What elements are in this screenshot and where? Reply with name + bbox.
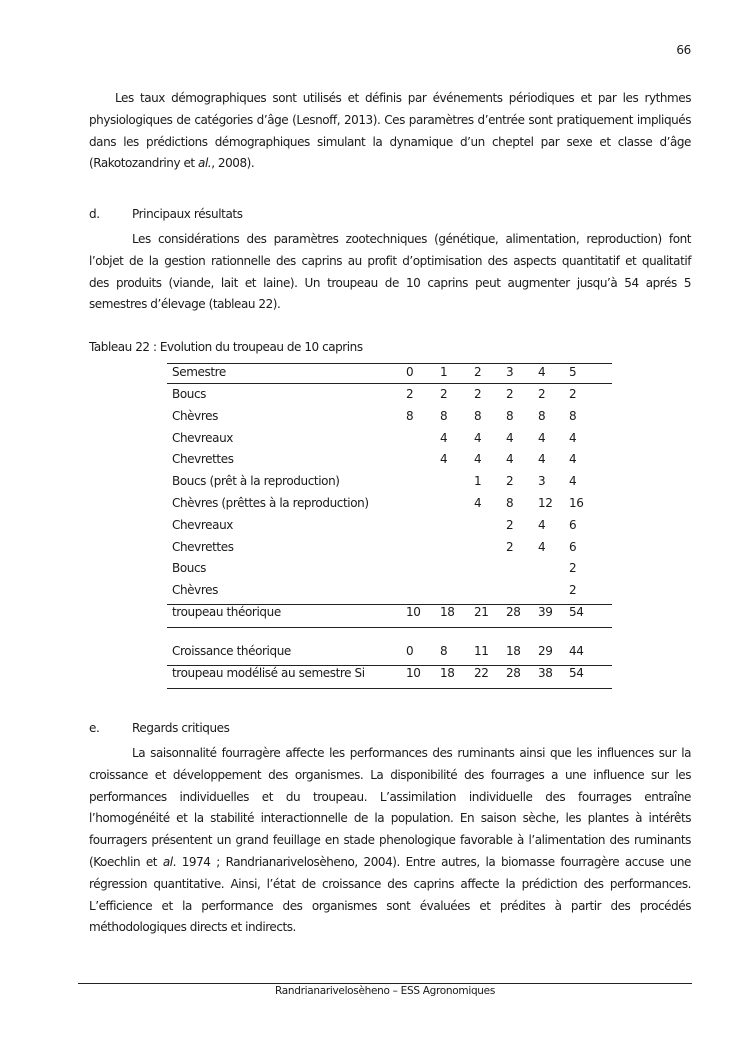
table-row xyxy=(167,409,612,431)
table-row xyxy=(167,431,612,453)
citation-italic: al xyxy=(162,854,173,869)
table-cell: 18 xyxy=(440,605,455,619)
row-label: troupeau modélisé au semestre Si xyxy=(172,666,365,680)
text-line: L’efficience et la performance des organismes sont évaluées et prédites à partir des procédés xyxy=(89,898,691,913)
header-cell: 1 xyxy=(440,365,448,379)
table-cell: 4 xyxy=(569,452,577,466)
table-cell: 4 xyxy=(440,431,448,445)
citation-text: (Koechlin et xyxy=(89,854,163,869)
text-line: Les taux démographiques sont utilisés et définis par événements périodiques et par les rythmes xyxy=(115,91,691,105)
header-cell: 0 xyxy=(406,365,414,379)
text-line: performances individuelles et du troupeau. L’assimilation individuelle des fourrages entraîne xyxy=(89,789,691,804)
table-cell: 0 xyxy=(406,644,414,658)
table-cell: 8 xyxy=(440,409,448,423)
table-cell: 4 xyxy=(569,474,577,488)
table-cell: 4 xyxy=(474,496,482,510)
header-cell: 4 xyxy=(538,365,546,379)
table-total-row xyxy=(167,605,612,627)
table-cell: 4 xyxy=(569,431,577,445)
table-growth-row xyxy=(167,644,612,666)
intro-paragraph xyxy=(89,88,691,175)
table-cell: 2 xyxy=(569,561,577,575)
table-cell: 16 xyxy=(569,496,584,510)
table-cell: 8 xyxy=(506,409,514,423)
table-cell: 12 xyxy=(538,496,553,510)
table-cell: 2 xyxy=(506,518,514,532)
section-heading-e xyxy=(89,721,230,735)
citation-italic: al. xyxy=(198,156,212,171)
footer-text: Randrianarivelosèheno – ESS Agronomiques xyxy=(274,985,495,997)
section-title: Principaux résultats xyxy=(132,207,243,221)
row-label: Boucs xyxy=(172,561,207,575)
row-label: Chèvres (prêttes à la reproduction) xyxy=(172,496,369,510)
page-number: 66 xyxy=(676,43,691,57)
table-cell: 2 xyxy=(406,387,414,401)
section-letter: d. xyxy=(89,207,100,221)
table-cell: 4 xyxy=(474,452,482,466)
text-line: semestres d’élevage (tableau 22). xyxy=(89,297,281,312)
table-cell: 4 xyxy=(474,431,482,445)
row-label: Chevreaux xyxy=(172,518,233,532)
table-cell: 2 xyxy=(569,387,577,401)
text-line: fourragers présentent un grand feuillage en stade phenologique favorable à l’alimentation des ruminants xyxy=(89,833,691,848)
table-header-row xyxy=(167,365,612,387)
table-cell: 22 xyxy=(474,666,489,680)
table-row xyxy=(167,583,612,605)
table-cell: 10 xyxy=(406,666,421,680)
table-mid-rule xyxy=(167,627,612,628)
section-d-paragraph xyxy=(89,229,691,316)
header-cell: 5 xyxy=(569,365,577,379)
table-row xyxy=(167,540,612,562)
table-cell: 4 xyxy=(538,431,546,445)
table-cell: 4 xyxy=(506,452,514,466)
table-cell: 4 xyxy=(440,452,448,466)
table-row xyxy=(167,474,612,496)
table-cell: 4 xyxy=(538,518,546,532)
table-cell: 8 xyxy=(406,409,414,423)
text-line: La saisonnalité fourragère affecte les performances des ruminants ainsi que les influences sur la xyxy=(132,746,691,760)
row-label: Chevrettes xyxy=(172,540,234,554)
citation-text: , 2008). xyxy=(211,156,255,171)
table-cell: 2 xyxy=(440,387,448,401)
citation-text: . 1974 ; Randrianarivelosèheno, 2004). Entre autres, la biomasse fourragère accuse une xyxy=(172,854,691,869)
text-line: l’homogénéité et la stabilité interactionnelle de la population. En saison sèche, les plantes à intérêts xyxy=(89,811,691,826)
table-modelled-row xyxy=(167,666,612,688)
table-row xyxy=(167,496,612,518)
row-label: Chevrettes xyxy=(172,452,234,466)
text-line: dans les prédictions démographiques simulant la dynamique d’un cheptel par sexe et classe d’âge xyxy=(89,134,691,149)
citation-text: (Rakotozandriny et xyxy=(89,156,199,171)
section-heading-d xyxy=(89,207,243,221)
table-cell: 4 xyxy=(506,431,514,445)
table-cell: 10 xyxy=(406,605,421,619)
table-cell: 8 xyxy=(538,409,546,423)
row-label: troupeau théorique xyxy=(172,605,281,619)
table-row xyxy=(167,387,612,409)
header-cell: 2 xyxy=(474,365,482,379)
table-cell: 18 xyxy=(506,644,521,658)
table-cell: 28 xyxy=(506,666,521,680)
text-line: Les considérations des paramètres zootechniques (génétique, alimentation, reproduction) font xyxy=(132,232,691,246)
table-cell: 18 xyxy=(440,666,455,680)
row-label: Boucs (prêt à la reproduction) xyxy=(172,474,340,488)
row-label: Boucs xyxy=(172,387,207,401)
table-cell: 8 xyxy=(506,496,514,510)
table-cell: 39 xyxy=(538,605,553,619)
table-top-rule xyxy=(167,363,612,364)
table-cell: 8 xyxy=(569,409,577,423)
table-caption: Tableau 22 : Evolution du troupeau de 10 caprins xyxy=(89,340,363,354)
table-cell: 8 xyxy=(440,644,448,658)
table-cell: 6 xyxy=(569,518,577,532)
text-line: des produits (viande, lait et laine). Un troupeau de 10 caprins peut augmenter jusqu’à 54 aprés 5 xyxy=(89,275,691,290)
text-line: méthodologiques directs et indirects. xyxy=(89,920,296,935)
table-cell: 2 xyxy=(506,474,514,488)
section-e-paragraph xyxy=(89,743,691,939)
table-cell: 4 xyxy=(538,452,546,466)
text-line: l’objet de la gestion rationnelle des caprins au profit d’optimisation des aspects quantitatif et qualitatif xyxy=(89,253,691,268)
row-label: Chevreaux xyxy=(172,431,233,445)
table-cell: 11 xyxy=(474,644,489,658)
table-cell: 54 xyxy=(569,666,584,680)
section-title: Regards critiques xyxy=(132,721,230,735)
row-label: Chèvres xyxy=(172,583,218,597)
table-cell: 2 xyxy=(569,583,577,597)
table-cell: 2 xyxy=(506,387,514,401)
table-row xyxy=(167,561,612,583)
text-line xyxy=(89,153,691,175)
table-cell: 2 xyxy=(538,387,546,401)
table-cell: 54 xyxy=(569,605,584,619)
header-label: Semestre xyxy=(172,365,226,379)
section-letter: e. xyxy=(89,721,100,735)
text-line: régression quantitative. Ainsi, l’état de croissance des caprins affecte la prédiction des performances. xyxy=(89,876,691,891)
table-cell: 38 xyxy=(538,666,553,680)
table-cell: 3 xyxy=(538,474,546,488)
table-cell: 1 xyxy=(474,474,482,488)
header-cell: 3 xyxy=(506,365,514,379)
row-label: Croissance théorique xyxy=(172,644,291,658)
text-line xyxy=(89,852,691,874)
row-label: Chèvres xyxy=(172,409,218,423)
table-row xyxy=(167,452,612,474)
table-cell: 4 xyxy=(538,540,546,554)
table-bottom-rule xyxy=(167,688,612,689)
table-cell: 8 xyxy=(474,409,482,423)
text-line: physiologiques de catégories d’âge (Lesnoff, 2013). Ces paramètres d’entrée sont pratiquement impliqués xyxy=(89,112,691,127)
footer-rule xyxy=(78,983,692,984)
table-cell: 2 xyxy=(506,540,514,554)
table-cell: 28 xyxy=(506,605,521,619)
table-cell: 2 xyxy=(474,387,482,401)
table-cell: 29 xyxy=(538,644,553,658)
table-cell: 6 xyxy=(569,540,577,554)
table-cell: 44 xyxy=(569,644,584,658)
table-row xyxy=(167,518,612,540)
text-line: croissance et développement des organismes. La disponibilité des fourrages a une influence sur les xyxy=(89,767,691,782)
table-cell: 21 xyxy=(474,605,489,619)
